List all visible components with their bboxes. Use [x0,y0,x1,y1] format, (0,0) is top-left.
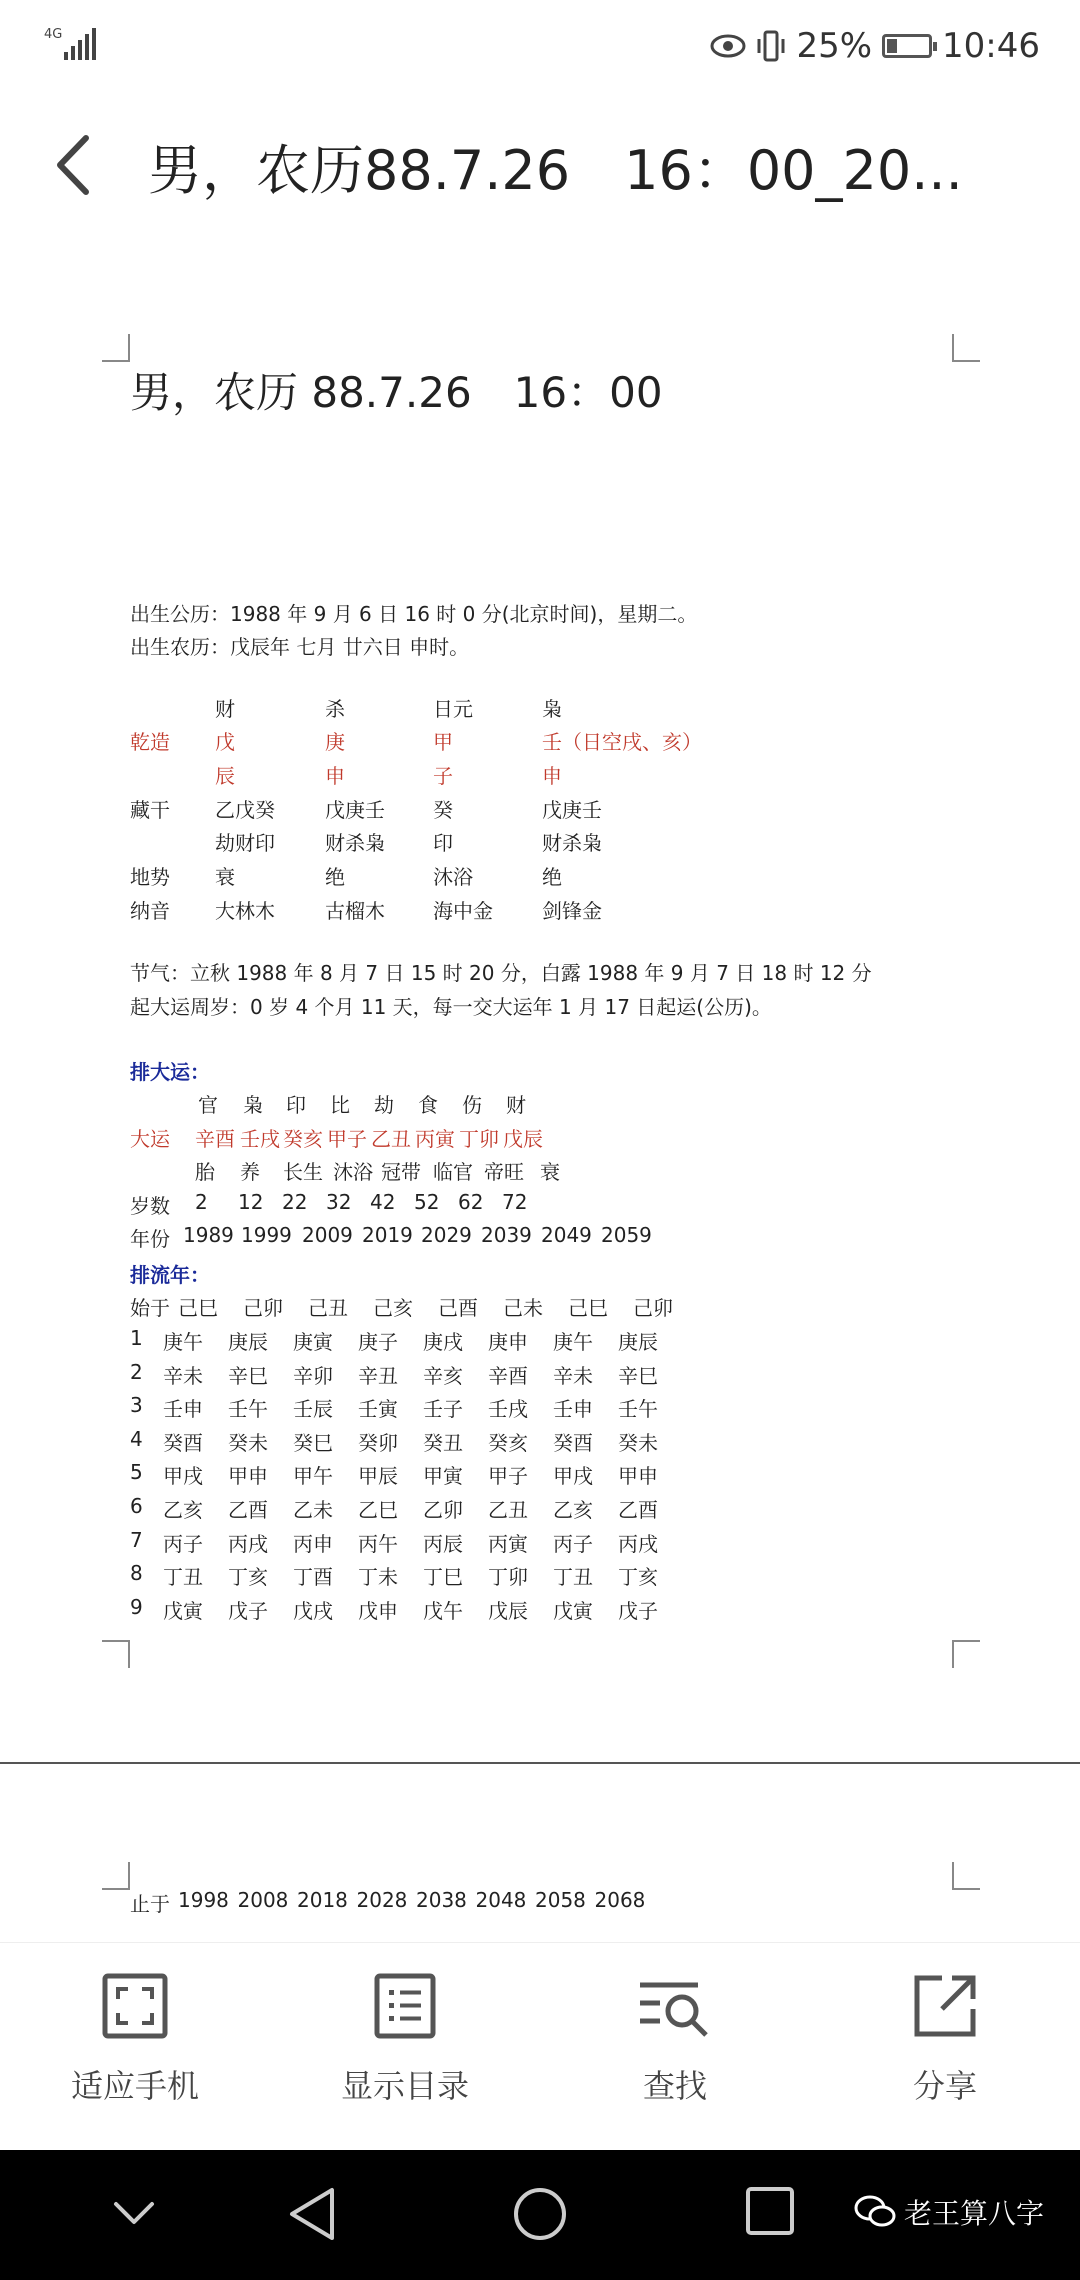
canggan: 戊庚壬 [325,798,385,822]
liunian-cell: 壬申 [553,1397,593,1422]
liunian-cell: 丙戌 [228,1531,268,1556]
dayun-age: 2 [195,1190,208,1214]
dayun-pillar: 甲子 [327,1127,367,1151]
start-cell: 己酉 [438,1296,478,1320]
dishi: 沐浴 [433,865,473,889]
dayun-stage: 冠带 [381,1160,421,1184]
row-number: 2 [130,1359,143,1384]
dayun-header: 排大运： [130,1060,210,1084]
liunian-cell: 庚申 [488,1330,528,1354]
liunian-cell: 辛亥 [423,1363,463,1388]
end-year: 2008 [237,1888,289,1912]
dayun-god: 官 [198,1093,218,1117]
row-number: 9 [130,1594,143,1619]
end-year: 1998 [178,1888,229,1912]
dishi: 绝 [325,865,345,889]
liunian-cell: 庚戌 [423,1330,463,1354]
dayun-stage: 衰 [540,1160,560,1184]
liunian-cell: 癸酉 [163,1430,203,1455]
dayun-pillar: 丙寅 [415,1127,455,1151]
dayun-age: 62 [458,1190,484,1214]
liunian-cell: 庚寅 [293,1330,333,1354]
start-cell: 己亥 [373,1296,413,1320]
liunian-cell: 甲申 [618,1464,658,1489]
dayun-god: 财 [506,1093,526,1117]
battery-percent: 25% [796,26,873,66]
page-corner-mark [952,1640,980,1668]
liunian-cell: 甲申 [228,1464,268,1489]
qianzao-label: 乾造 [130,730,170,754]
dayun-year: 2029 [421,1223,472,1247]
dayun-pillar: 戊辰 [503,1127,543,1151]
app-bar [0,90,1080,239]
year-label: 年份 [130,1227,170,1251]
share-icon [912,1973,978,2039]
eye-icon [710,32,746,60]
nayin-label: 纳音 [130,899,170,923]
network-type: 4G [44,27,63,42]
dayun-year: 2059 [601,1223,652,1247]
signal-icon [44,24,104,64]
canggan: 乙戊癸 [215,798,275,822]
liunian-header: 排流年： [130,1263,210,1287]
nayin: 古榴木 [325,899,385,923]
liunian-cell: 庚辰 [228,1330,268,1354]
liunian-cell: 戊戌 [293,1598,333,1623]
ten-god: 日元 [433,697,473,721]
show-toc-label: 显示目录 [340,2067,469,2105]
qiyun-line: 起大运周岁：0 岁 4 个月 11 天，每一交大运年 1 月 17 日起运(公历)。 [130,995,772,1019]
dayun-pillar: 丁卯 [459,1127,499,1151]
start-cell: 己巳 [178,1296,218,1320]
liunian-cell: 辛酉 [488,1363,528,1388]
jieqi-line: 节气：立秋 1988 年 8 月 7 日 15 时 20 分，白露 1988 年 9 月 7 日 18 时 12 分 [130,961,872,985]
watermark [854,2192,1044,2232]
liunian-cell: 辛卯 [293,1363,333,1388]
liunian-cell: 壬辰 [293,1397,333,1422]
page-corner-mark [102,1862,130,1890]
row-number: 3 [130,1393,143,1418]
dishi: 衰 [215,865,235,889]
liunian-cell: 癸未 [618,1430,658,1455]
liunian-cell: 乙丑 [488,1498,528,1522]
ten-god: 财 [215,697,235,721]
liunian-cell: 丁巳 [423,1565,463,1590]
fit-screen-button[interactable] [35,1973,235,2107]
share-button[interactable] [845,1973,1045,2107]
start-cell: 己未 [503,1296,543,1320]
nayin: 大林木 [215,899,275,923]
stem: 甲 [433,730,453,754]
vibrate-icon [756,29,786,63]
stem: 庚 [325,730,345,754]
show-toc-button[interactable] [305,1973,505,2107]
dayun-stage: 长生 [283,1160,323,1184]
stem: 壬（日空戌、亥） [542,730,702,754]
dayun-year: 2049 [541,1223,592,1247]
dayun-year: 2009 [302,1223,353,1247]
status-bar [0,0,1080,90]
liunian-cell: 丁亥 [618,1565,658,1590]
row-number: 4 [130,1426,143,1451]
branch: 申 [325,764,345,788]
liunian-cell: 丁卯 [488,1565,528,1590]
liunian-cell: 壬申 [163,1397,203,1422]
fit-screen-label: 适应手机 [70,2067,199,2105]
liunian-cell: 丁丑 [163,1565,203,1590]
branch: 辰 [215,764,235,788]
page-corner-mark [102,1640,130,1668]
fit-screen-icon [102,1973,168,2039]
dishi-label: 地势 [130,865,170,889]
liunian-cell: 丙申 [293,1531,333,1556]
liunian-cell: 乙亥 [163,1498,203,1522]
branch: 申 [542,764,562,788]
page-corner-mark [102,334,130,362]
dayun-label: 大运 [130,1127,170,1151]
end-year: 2018 [297,1888,348,1912]
liunian-cell: 甲辰 [358,1464,398,1489]
start-cell: 己卯 [243,1296,283,1320]
liunian-cell: 乙酉 [618,1498,658,1522]
row-number: 6 [130,1494,143,1518]
dayun-stage: 胎 [195,1160,215,1184]
liunian-cell: 癸巳 [293,1430,333,1455]
bottom-toolbar [0,1942,1080,2151]
nayin: 海中金 [433,899,493,923]
find-label: 查找 [642,2067,707,2105]
branch: 子 [433,764,453,788]
canggan-god: 印 [433,831,453,855]
liunian-cell: 壬午 [228,1397,268,1422]
liunian-cell: 戊子 [228,1598,268,1623]
home-circle-icon[interactable] [512,2186,568,2242]
dayun-age: 12 [238,1190,264,1214]
canggan-label: 藏干 [130,798,170,822]
dayun-pillar: 壬戌 [240,1127,280,1151]
liunian-cell: 丙午 [358,1531,398,1556]
liunian-cell: 庚辰 [618,1330,658,1354]
ten-god: 杀 [325,697,345,721]
clock: 10:46 [942,26,1040,66]
find-button[interactable] [575,1973,775,2107]
dishi: 绝 [542,865,562,889]
liunian-cell: 丁酉 [293,1565,333,1590]
canggan: 戊庚壬 [542,798,602,822]
liunian-cell: 乙未 [293,1498,333,1522]
liunian-cell: 戊子 [618,1598,658,1623]
end-year: 2048 [475,1888,527,1912]
start-label: 始于 [130,1296,170,1320]
liunian-cell: 甲戌 [163,1464,203,1489]
liunian-cell: 壬子 [423,1397,463,1422]
canggan: 癸 [433,798,453,822]
chevron-down-icon[interactable] [112,2198,156,2228]
share-label: 分享 [912,2067,977,2105]
liunian-cell: 丙子 [553,1531,593,1556]
page-break [0,1762,1080,1764]
row-number: 5 [130,1460,143,1485]
dayun-god: 印 [286,1093,306,1117]
liunian-cell: 戊寅 [163,1598,203,1623]
dayun-year: 1999 [241,1223,292,1247]
dayun-pillar: 乙丑 [371,1127,411,1151]
page-corner-mark [952,334,980,362]
liunian-cell: 丙寅 [488,1531,528,1556]
dayun-god: 比 [330,1093,350,1117]
dayun-god: 枭 [243,1093,263,1117]
page-heading: 男，农历 88.7.26 16：00 [130,368,663,417]
dayun-age: 32 [326,1190,352,1214]
watermark-text: 老王算八字 [903,2197,1044,2230]
dayun-year: 1989 [183,1223,234,1247]
dayun-age: 22 [282,1190,308,1214]
dayun-stage: 临官 [433,1160,473,1184]
document-title: 男，农历88.7.26 16：00_20... [148,139,963,202]
liunian-cell: 辛丑 [358,1363,398,1388]
age-label: 岁数 [130,1194,170,1218]
liunian-cell: 辛巳 [228,1363,268,1388]
start-cell: 己丑 [308,1296,348,1320]
dayun-age: 72 [502,1190,528,1214]
liunian-cell: 癸亥 [488,1430,528,1455]
liunian-cell: 癸卯 [358,1430,398,1455]
liunian-cell: 甲寅 [423,1464,463,1489]
liunian-cell: 壬寅 [358,1397,398,1422]
dayun-pillar: 癸亥 [283,1127,323,1151]
system-nav-bar [0,2150,1080,2280]
recent-apps-icon[interactable] [745,2186,795,2236]
liunian-cell: 丁丑 [553,1565,593,1590]
liunian-cell: 戊申 [358,1598,398,1623]
liunian-cell: 癸丑 [423,1430,463,1455]
search-icon [638,1973,712,2039]
end-year: 2028 [356,1888,408,1912]
liunian-cell: 戊午 [423,1598,463,1623]
liunian-cell: 庚子 [358,1330,398,1354]
dayun-pillar: 辛酉 [195,1127,235,1151]
battery-icon [882,34,932,58]
dayun-year: 2019 [362,1223,413,1247]
ten-god: 枭 [542,697,562,721]
liunian-cell: 乙酉 [228,1498,268,1522]
back-arrow-icon[interactable] [48,130,108,200]
liunian-cell: 甲戌 [553,1464,593,1489]
end-label: 止于 [130,1892,170,1916]
liunian-cell: 辛未 [163,1363,203,1388]
back-triangle-icon[interactable] [286,2186,338,2242]
row-number: 1 [130,1326,143,1350]
liunian-cell: 丁未 [358,1565,398,1590]
liunian-cell: 丙子 [163,1531,203,1556]
dayun-year: 2039 [481,1223,532,1247]
start-cell: 己卯 [633,1296,673,1320]
liunian-cell: 甲午 [293,1464,333,1489]
birth-lunar: 出生农历：戊辰年 七月 廿六日 申时。 [130,635,470,659]
liunian-cell: 丙戌 [618,1531,658,1556]
liunian-cell: 壬戌 [488,1397,528,1422]
birth-solar: 出生公历：1988 年 9 月 6 日 16 时 0 分(北京时间)，星期二。 [130,602,698,626]
liunian-cell: 癸酉 [553,1430,593,1455]
dayun-age: 42 [370,1190,396,1214]
liunian-cell: 乙亥 [553,1498,593,1522]
liunian-cell: 戊寅 [553,1598,593,1623]
canggan-god: 劫财印 [215,831,275,855]
liunian-cell: 甲子 [488,1464,528,1489]
start-cell: 己巳 [568,1296,608,1320]
dayun-stage: 养 [240,1160,260,1184]
end-year: 2058 [535,1888,586,1912]
liunian-cell: 壬午 [618,1397,658,1422]
dayun-god: 劫 [374,1093,394,1117]
dayun-stage: 帝旺 [484,1160,524,1184]
liunian-cell: 丙辰 [423,1531,463,1556]
liunian-cell: 辛巳 [618,1363,658,1388]
liunian-cell: 庚午 [163,1330,203,1354]
nayin: 剑锋金 [542,899,602,923]
page-corner-mark [952,1862,980,1890]
dayun-stage: 沐浴 [333,1160,373,1184]
end-year: 2068 [594,1888,646,1912]
wechat-icon [854,2194,896,2230]
liunian-cell: 辛未 [553,1363,593,1388]
stem: 戊 [215,730,235,754]
canggan-god: 财杀枭 [542,831,602,855]
document-viewer[interactable] [0,238,1080,1941]
liunian-cell: 丁亥 [228,1565,268,1590]
liunian-cell: 乙卯 [423,1498,463,1522]
row-number: 7 [130,1527,143,1552]
list-icon [372,1973,438,2039]
liunian-cell: 癸未 [228,1430,268,1455]
end-year: 2038 [416,1888,467,1912]
dayun-age: 52 [414,1190,440,1214]
liunian-cell: 庚午 [553,1330,593,1354]
dayun-god: 食 [418,1093,438,1117]
liunian-cell: 乙巳 [358,1498,398,1522]
dayun-god: 伤 [462,1093,482,1117]
canggan-god: 财杀枭 [325,831,385,855]
row-number: 8 [130,1561,143,1586]
liunian-cell: 戊辰 [488,1598,528,1623]
